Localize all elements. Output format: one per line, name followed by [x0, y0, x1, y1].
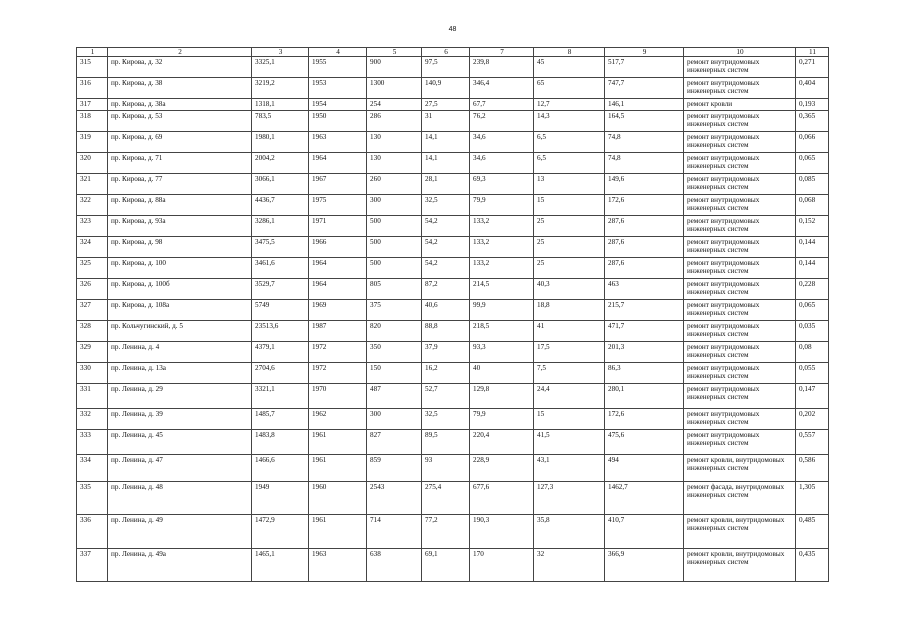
- cell-cost-federal: 40,6: [422, 300, 470, 321]
- cell-cost-owners: 366,9: [605, 549, 684, 582]
- cell-work-type: ремонт внутридомовых инженерных систем: [684, 279, 796, 300]
- cell-cost-total: 254: [367, 99, 422, 111]
- cell-address: пр. Кирова, д. 38: [108, 78, 252, 99]
- cell-cost-federal: 37,9: [422, 342, 470, 363]
- cell-work-type: ремонт внутридомовых инженерных систем: [684, 409, 796, 430]
- cell-cost-local: 41: [534, 321, 605, 342]
- cell-row-number: 315: [77, 57, 108, 78]
- cell-total-area: 1472,9: [252, 515, 309, 549]
- cell-cost-local: 40,3: [534, 279, 605, 300]
- cell-cost-regional: 133,2: [470, 237, 534, 258]
- cell-year-built: 1970: [309, 384, 367, 409]
- cell-cost-regional: 220,4: [470, 430, 534, 455]
- cell-cost-per-sqm: 0,557: [796, 430, 829, 455]
- cell-address: пр. Ленина, д. 13а: [108, 363, 252, 384]
- cell-cost-regional: 677,6: [470, 482, 534, 515]
- table-row: [77, 153, 829, 174]
- cell-address: пр. Ленина, д. 4: [108, 342, 252, 363]
- table-row: [77, 216, 829, 237]
- cell-cost-total: 300: [367, 409, 422, 430]
- cell-cost-owners: 164,5: [605, 111, 684, 132]
- cell-total-area: 783,5: [252, 111, 309, 132]
- cell-cost-total: 714: [367, 515, 422, 549]
- cell-row-number: 337: [77, 549, 108, 582]
- cell-cost-owners: 149,6: [605, 174, 684, 195]
- cell-row-number: 331: [77, 384, 108, 409]
- table-row: [77, 195, 829, 216]
- cell-cost-owners: 74,8: [605, 132, 684, 153]
- cell-work-type: ремонт кровли: [684, 99, 796, 111]
- cell-year-built: 1961: [309, 430, 367, 455]
- cell-cost-regional: 129,8: [470, 384, 534, 409]
- cell-cost-local: 6,5: [534, 153, 605, 174]
- cell-cost-local: 25: [534, 237, 605, 258]
- cell-work-type: ремонт кровли, внутридомовых инженерных систем: [684, 515, 796, 549]
- cell-total-area: 4379,1: [252, 342, 309, 363]
- cell-cost-local: 6,5: [534, 132, 605, 153]
- cell-row-number: 335: [77, 482, 108, 515]
- cell-cost-local: 12,7: [534, 99, 605, 111]
- cell-work-type: ремонт внутридомовых инженерных систем: [684, 174, 796, 195]
- cell-cost-regional: 79,9: [470, 195, 534, 216]
- cell-cost-total: 350: [367, 342, 422, 363]
- cell-cost-federal: 87,2: [422, 279, 470, 300]
- cell-cost-per-sqm: 0,228: [796, 279, 829, 300]
- cell-cost-owners: 747,7: [605, 78, 684, 99]
- cell-total-area: 4436,7: [252, 195, 309, 216]
- cell-year-built: 1963: [309, 132, 367, 153]
- cell-address: пр. Кирова, д. 32: [108, 57, 252, 78]
- cell-address: пр. Кирова, д. 100: [108, 258, 252, 279]
- cell-row-number: 320: [77, 153, 108, 174]
- cell-address: пр. Кирова, д. 98: [108, 237, 252, 258]
- cell-cost-per-sqm: 0,08: [796, 342, 829, 363]
- cell-work-type: ремонт фасада, внутридомовых инженерных систем: [684, 482, 796, 515]
- cell-cost-local: 45: [534, 57, 605, 78]
- column-number-3: 3: [252, 48, 309, 57]
- table-row: [77, 363, 829, 384]
- table-row: [77, 482, 829, 515]
- cell-work-type: ремонт внутридомовых инженерных систем: [684, 342, 796, 363]
- cell-row-number: 319: [77, 132, 108, 153]
- cell-year-built: 1953: [309, 78, 367, 99]
- cell-cost-per-sqm: 0,144: [796, 258, 829, 279]
- cell-cost-per-sqm: 0,586: [796, 455, 829, 482]
- column-number-4: 4: [309, 48, 367, 57]
- cell-work-type: ремонт внутридомовых инженерных систем: [684, 78, 796, 99]
- cell-cost-federal: 32,5: [422, 195, 470, 216]
- table-row: [77, 237, 829, 258]
- table-row: [77, 515, 829, 549]
- cell-cost-local: 15: [534, 195, 605, 216]
- cell-total-area: 1466,6: [252, 455, 309, 482]
- cell-cost-regional: 34,6: [470, 132, 534, 153]
- cell-work-type: ремонт внутридомовых инженерных систем: [684, 384, 796, 409]
- table-row: [77, 279, 829, 300]
- cell-year-built: 1954: [309, 99, 367, 111]
- cell-year-built: 1966: [309, 237, 367, 258]
- table-row: [77, 300, 829, 321]
- table-row: [77, 174, 829, 195]
- cell-cost-federal: 52,7: [422, 384, 470, 409]
- cell-cost-per-sqm: 0,066: [796, 132, 829, 153]
- cell-total-area: 1483,8: [252, 430, 309, 455]
- cell-cost-owners: 172,6: [605, 409, 684, 430]
- cell-cost-federal: 69,1: [422, 549, 470, 582]
- cell-cost-federal: 54,2: [422, 216, 470, 237]
- cell-cost-owners: 287,6: [605, 258, 684, 279]
- cell-cost-total: 500: [367, 258, 422, 279]
- cell-cost-total: 638: [367, 549, 422, 582]
- column-number-11: 11: [796, 48, 829, 57]
- cell-cost-regional: 99,9: [470, 300, 534, 321]
- cell-cost-total: 286: [367, 111, 422, 132]
- cell-cost-total: 300: [367, 195, 422, 216]
- cell-cost-owners: 471,7: [605, 321, 684, 342]
- cell-cost-local: 32: [534, 549, 605, 582]
- cell-row-number: 321: [77, 174, 108, 195]
- table-row: [77, 99, 829, 111]
- cell-row-number: 334: [77, 455, 108, 482]
- cell-cost-local: 17,5: [534, 342, 605, 363]
- cell-cost-federal: 54,2: [422, 237, 470, 258]
- cell-cost-regional: 239,8: [470, 57, 534, 78]
- cell-cost-total: 859: [367, 455, 422, 482]
- cell-cost-regional: 69,3: [470, 174, 534, 195]
- cell-cost-owners: 287,6: [605, 216, 684, 237]
- cell-cost-per-sqm: 0,085: [796, 174, 829, 195]
- cell-cost-local: 24,4: [534, 384, 605, 409]
- cell-cost-owners: 494: [605, 455, 684, 482]
- table-row: [77, 384, 829, 409]
- cell-cost-per-sqm: 0,068: [796, 195, 829, 216]
- cell-row-number: 330: [77, 363, 108, 384]
- cell-row-number: 326: [77, 279, 108, 300]
- column-number-8: 8: [534, 48, 605, 57]
- cell-cost-regional: 190,3: [470, 515, 534, 549]
- table-row: [77, 549, 829, 582]
- cell-work-type: ремонт внутридомовых инженерных систем: [684, 153, 796, 174]
- cell-work-type: ремонт внутридомовых инженерных систем: [684, 363, 796, 384]
- cell-address: пр. Кирова, д. 88а: [108, 195, 252, 216]
- cell-cost-regional: 76,2: [470, 111, 534, 132]
- cell-cost-per-sqm: 0,147: [796, 384, 829, 409]
- cell-cost-total: 500: [367, 216, 422, 237]
- cell-cost-federal: 93: [422, 455, 470, 482]
- cell-cost-federal: 32,5: [422, 409, 470, 430]
- column-number-10: 10: [684, 48, 796, 57]
- cell-row-number: 323: [77, 216, 108, 237]
- cell-year-built: 1955: [309, 57, 367, 78]
- cell-total-area: 23513,6: [252, 321, 309, 342]
- cell-cost-owners: 86,3: [605, 363, 684, 384]
- cell-row-number: 336: [77, 515, 108, 549]
- cell-year-built: 1987: [309, 321, 367, 342]
- cell-cost-local: 13: [534, 174, 605, 195]
- cell-cost-federal: 89,5: [422, 430, 470, 455]
- cell-row-number: 333: [77, 430, 108, 455]
- cell-total-area: 3321,1: [252, 384, 309, 409]
- cell-cost-federal: 28,1: [422, 174, 470, 195]
- cell-work-type: ремонт внутридомовых инженерных систем: [684, 258, 796, 279]
- cell-address: пр. Кирова, д. 69: [108, 132, 252, 153]
- cell-cost-regional: 133,2: [470, 258, 534, 279]
- cell-cost-local: 41,5: [534, 430, 605, 455]
- cell-address: пр. Кирова, д. 100б: [108, 279, 252, 300]
- cell-cost-per-sqm: 0,035: [796, 321, 829, 342]
- capital-repair-table: [76, 47, 829, 582]
- cell-cost-federal: 16,2: [422, 363, 470, 384]
- cell-row-number: 322: [77, 195, 108, 216]
- column-number-9: 9: [605, 48, 684, 57]
- cell-address: пр. Ленина, д. 39: [108, 409, 252, 430]
- cell-cost-total: 1300: [367, 78, 422, 99]
- cell-address: пр. Кирова, д. 77: [108, 174, 252, 195]
- table-row: [77, 258, 829, 279]
- cell-cost-per-sqm: 1,305: [796, 482, 829, 515]
- cell-cost-owners: 463: [605, 279, 684, 300]
- cell-cost-total: 805: [367, 279, 422, 300]
- cell-year-built: 1960: [309, 482, 367, 515]
- table-body: [77, 57, 829, 582]
- page-number: 48: [448, 26, 457, 33]
- column-number-5: 5: [367, 48, 422, 57]
- cell-year-built: 1961: [309, 455, 367, 482]
- cell-cost-total: 130: [367, 132, 422, 153]
- cell-address: пр. Ленина, д. 29: [108, 384, 252, 409]
- column-number-row: [77, 48, 829, 57]
- cell-total-area: 3475,5: [252, 237, 309, 258]
- cell-cost-regional: 170: [470, 549, 534, 582]
- cell-cost-regional: 34,6: [470, 153, 534, 174]
- table-row: [77, 78, 829, 99]
- cell-cost-owners: 517,7: [605, 57, 684, 78]
- cell-total-area: 3325,1: [252, 57, 309, 78]
- cell-address: пр. Кирова, д. 38а: [108, 99, 252, 111]
- table-row: [77, 321, 829, 342]
- cell-cost-per-sqm: 0,065: [796, 153, 829, 174]
- cell-row-number: 316: [77, 78, 108, 99]
- cell-total-area: 2004,2: [252, 153, 309, 174]
- cell-cost-regional: 218,5: [470, 321, 534, 342]
- cell-work-type: ремонт внутридомовых инженерных систем: [684, 237, 796, 258]
- cell-cost-per-sqm: 0,193: [796, 99, 829, 111]
- column-number-6: 6: [422, 48, 470, 57]
- cell-address: пр. Ленина, д. 45: [108, 430, 252, 455]
- cell-address: пр. Кольчугинский, д. 5: [108, 321, 252, 342]
- cell-address: пр. Ленина, д. 49а: [108, 549, 252, 582]
- cell-total-area: 3461,6: [252, 258, 309, 279]
- cell-row-number: 327: [77, 300, 108, 321]
- cell-total-area: 1949: [252, 482, 309, 515]
- cell-year-built: 1963: [309, 549, 367, 582]
- cell-year-built: 1975: [309, 195, 367, 216]
- cell-row-number: 325: [77, 258, 108, 279]
- cell-address: пр. Кирова, д. 93а: [108, 216, 252, 237]
- cell-cost-per-sqm: 0,485: [796, 515, 829, 549]
- cell-cost-regional: 228,9: [470, 455, 534, 482]
- cell-cost-per-sqm: 0,365: [796, 111, 829, 132]
- cell-year-built: 1972: [309, 363, 367, 384]
- cell-total-area: 3286,1: [252, 216, 309, 237]
- cell-cost-local: 7,5: [534, 363, 605, 384]
- cell-cost-total: 820: [367, 321, 422, 342]
- cell-cost-owners: 146,1: [605, 99, 684, 111]
- column-number-7: 7: [470, 48, 534, 57]
- cell-total-area: 1485,7: [252, 409, 309, 430]
- cell-year-built: 1961: [309, 515, 367, 549]
- cell-cost-per-sqm: 0,202: [796, 409, 829, 430]
- cell-cost-per-sqm: 0,152: [796, 216, 829, 237]
- cell-cost-local: 43,1: [534, 455, 605, 482]
- cell-total-area: 1980,1: [252, 132, 309, 153]
- table-row: [77, 57, 829, 78]
- cell-row-number: 329: [77, 342, 108, 363]
- cell-cost-federal: 275,4: [422, 482, 470, 515]
- cell-address: пр. Кирова, д. 108а: [108, 300, 252, 321]
- cell-total-area: 1465,1: [252, 549, 309, 582]
- cell-year-built: 1969: [309, 300, 367, 321]
- cell-cost-federal: 97,5: [422, 57, 470, 78]
- cell-work-type: ремонт внутридомовых инженерных систем: [684, 300, 796, 321]
- cell-cost-regional: 133,2: [470, 216, 534, 237]
- table-row: [77, 111, 829, 132]
- cell-cost-federal: 77,2: [422, 515, 470, 549]
- cell-cost-owners: 280,1: [605, 384, 684, 409]
- column-number-1: 1: [77, 48, 108, 57]
- table-row: [77, 409, 829, 430]
- cell-cost-total: 375: [367, 300, 422, 321]
- cell-total-area: 1318,1: [252, 99, 309, 111]
- table-row: [77, 342, 829, 363]
- cell-cost-local: 18,8: [534, 300, 605, 321]
- table-row: [77, 132, 829, 153]
- table-row: [77, 430, 829, 455]
- cell-address: пр. Ленина, д. 49: [108, 515, 252, 549]
- cell-work-type: ремонт внутридомовых инженерных систем: [684, 195, 796, 216]
- cell-work-type: ремонт внутридомовых инженерных систем: [684, 321, 796, 342]
- cell-year-built: 1962: [309, 409, 367, 430]
- cell-cost-total: 900: [367, 57, 422, 78]
- cell-year-built: 1967: [309, 174, 367, 195]
- cell-cost-regional: 67,7: [470, 99, 534, 111]
- cell-cost-total: 487: [367, 384, 422, 409]
- cell-year-built: 1972: [309, 342, 367, 363]
- cell-cost-federal: 31: [422, 111, 470, 132]
- cell-cost-owners: 172,6: [605, 195, 684, 216]
- cell-cost-owners: 1462,7: [605, 482, 684, 515]
- cell-year-built: 1964: [309, 153, 367, 174]
- cell-cost-per-sqm: 0,404: [796, 78, 829, 99]
- cell-row-number: 332: [77, 409, 108, 430]
- cell-cost-total: 260: [367, 174, 422, 195]
- cell-cost-owners: 215,7: [605, 300, 684, 321]
- cell-cost-total: 500: [367, 237, 422, 258]
- cell-cost-local: 25: [534, 258, 605, 279]
- cell-cost-per-sqm: 0,271: [796, 57, 829, 78]
- cell-address: пр. Ленина, д. 47: [108, 455, 252, 482]
- cell-cost-federal: 88,8: [422, 321, 470, 342]
- table-row: [77, 455, 829, 482]
- cell-work-type: ремонт кровли, внутридомовых инженерных систем: [684, 549, 796, 582]
- cell-cost-federal: 14,1: [422, 153, 470, 174]
- cell-cost-local: 65: [534, 78, 605, 99]
- cell-cost-total: 827: [367, 430, 422, 455]
- cell-total-area: 3219,2: [252, 78, 309, 99]
- cell-cost-local: 25: [534, 216, 605, 237]
- cell-cost-owners: 201,3: [605, 342, 684, 363]
- cell-cost-federal: 54,2: [422, 258, 470, 279]
- cell-cost-regional: 93,3: [470, 342, 534, 363]
- column-number-2: 2: [108, 48, 252, 57]
- cell-total-area: 3529,7: [252, 279, 309, 300]
- cell-row-number: 318: [77, 111, 108, 132]
- cell-cost-federal: 27,5: [422, 99, 470, 111]
- cell-cost-regional: 214,5: [470, 279, 534, 300]
- cell-work-type: ремонт внутридомовых инженерных систем: [684, 430, 796, 455]
- cell-cost-per-sqm: 0,055: [796, 363, 829, 384]
- cell-cost-federal: 140,9: [422, 78, 470, 99]
- cell-address: пр. Кирова, д. 71: [108, 153, 252, 174]
- cell-cost-owners: 475,6: [605, 430, 684, 455]
- cell-cost-total: 2543: [367, 482, 422, 515]
- cell-cost-local: 15: [534, 409, 605, 430]
- cell-cost-regional: 346,4: [470, 78, 534, 99]
- cell-work-type: ремонт кровли, внутридомовых инженерных систем: [684, 455, 796, 482]
- cell-cost-total: 150: [367, 363, 422, 384]
- cell-row-number: 324: [77, 237, 108, 258]
- cell-cost-regional: 40: [470, 363, 534, 384]
- cell-cost-owners: 410,7: [605, 515, 684, 549]
- cell-cost-regional: 79,9: [470, 409, 534, 430]
- cell-year-built: 1964: [309, 279, 367, 300]
- cell-year-built: 1964: [309, 258, 367, 279]
- cell-cost-owners: 74,8: [605, 153, 684, 174]
- cell-total-area: 3066,1: [252, 174, 309, 195]
- cell-year-built: 1971: [309, 216, 367, 237]
- cell-work-type: ремонт внутридомовых инженерных систем: [684, 216, 796, 237]
- cell-address: пр. Кирова, д. 53: [108, 111, 252, 132]
- cell-work-type: ремонт внутридомовых инженерных систем: [684, 111, 796, 132]
- cell-work-type: ремонт внутридомовых инженерных систем: [684, 57, 796, 78]
- cell-total-area: 2704,6: [252, 363, 309, 384]
- cell-cost-local: 35,8: [534, 515, 605, 549]
- cell-row-number: 328: [77, 321, 108, 342]
- cell-cost-per-sqm: 0,435: [796, 549, 829, 582]
- cell-cost-federal: 14,1: [422, 132, 470, 153]
- cell-work-type: ремонт внутридомовых инженерных систем: [684, 132, 796, 153]
- cell-cost-per-sqm: 0,065: [796, 300, 829, 321]
- cell-row-number: 317: [77, 99, 108, 111]
- cell-total-area: 5749: [252, 300, 309, 321]
- cell-address: пр. Ленина, д. 48: [108, 482, 252, 515]
- cell-cost-per-sqm: 0,144: [796, 237, 829, 258]
- cell-cost-local: 127,3: [534, 482, 605, 515]
- cell-cost-total: 130: [367, 153, 422, 174]
- cell-year-built: 1950: [309, 111, 367, 132]
- cell-cost-local: 14,3: [534, 111, 605, 132]
- cell-cost-owners: 287,6: [605, 237, 684, 258]
